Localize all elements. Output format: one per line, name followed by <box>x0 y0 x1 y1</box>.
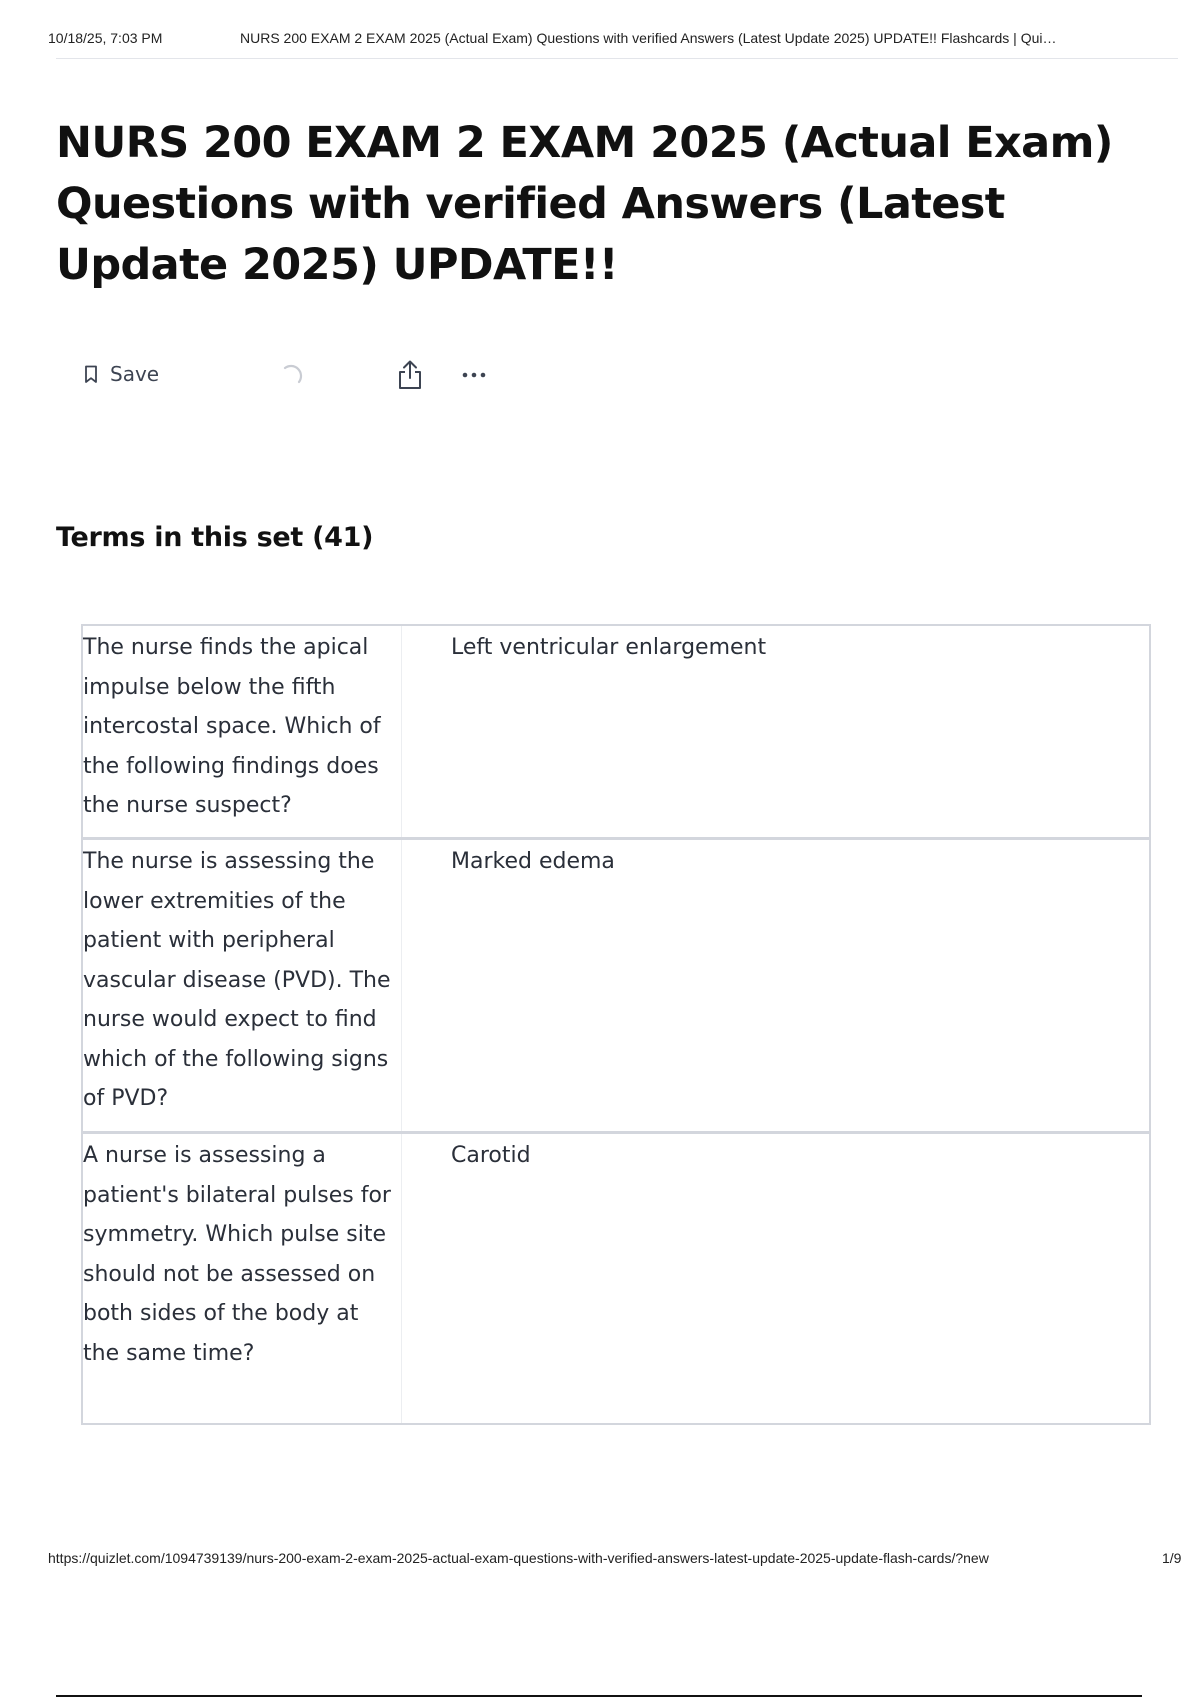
bookmark-icon <box>84 365 98 384</box>
definition-text: Carotid <box>451 1143 531 1168</box>
definition-text: Left ventricular enlargement <box>451 635 767 660</box>
term-text: The nurse finds the apical impulse below the fifth intercostal space. Which of the following findings does the nurse suspect? <box>83 626 402 837</box>
print-footer-url: https://quizlet.com/1094739139/nurs-200-exam-2-exam-2025-actual-exam-questions-with-verified-answers-latest-update-2025-update-flash-cards/?new <box>48 1550 989 1566</box>
print-timestamp: 10/18/25, 7:03 PM <box>48 30 163 46</box>
header-divider <box>56 58 1178 59</box>
term-row <box>81 839 1151 1133</box>
share-button[interactable] <box>393 358 427 392</box>
page-title: NURS 200 EXAM 2 EXAM 2025 (Actual Exam) Questions with verified Answers (Latest Update 2025) UPDATE!! <box>56 118 1113 290</box>
print-header <box>48 30 1180 52</box>
term-text: A nurse is assessing a patient's bilateral pulses for symmetry. Which pulse site should not be assessed on both sides of the body at the same time? <box>83 1134 402 1423</box>
terms-heading: Terms in this set (41) <box>56 522 374 553</box>
share-icon <box>393 380 427 395</box>
more-options-button[interactable] <box>459 358 493 392</box>
term-row <box>81 1133 1151 1425</box>
definition-text: Marked edema <box>451 849 615 874</box>
save-button-label: Save <box>110 362 160 386</box>
set-toolbar <box>84 356 524 396</box>
print-page-number: 1/9 <box>1162 1550 1182 1566</box>
term-row <box>81 624 1151 839</box>
page-bottom-rule <box>56 1695 1142 1697</box>
term-text: The nurse is assessing the lower extremities of the patient with peripheral vascular disease (PVD). The nurse would expect to find which of the following signs of PVD? <box>83 840 402 1131</box>
save-button[interactable] <box>84 362 159 386</box>
spinner-icon <box>276 362 306 392</box>
print-document-title: NURS 200 EXAM 2 EXAM 2025 (Actual Exam) Questions with verified Answers (Latest Update 2025) UPDATE!! Flashcards | Qui… <box>240 30 1057 46</box>
more-options-icon <box>459 380 493 395</box>
terms-table <box>81 624 1151 1425</box>
